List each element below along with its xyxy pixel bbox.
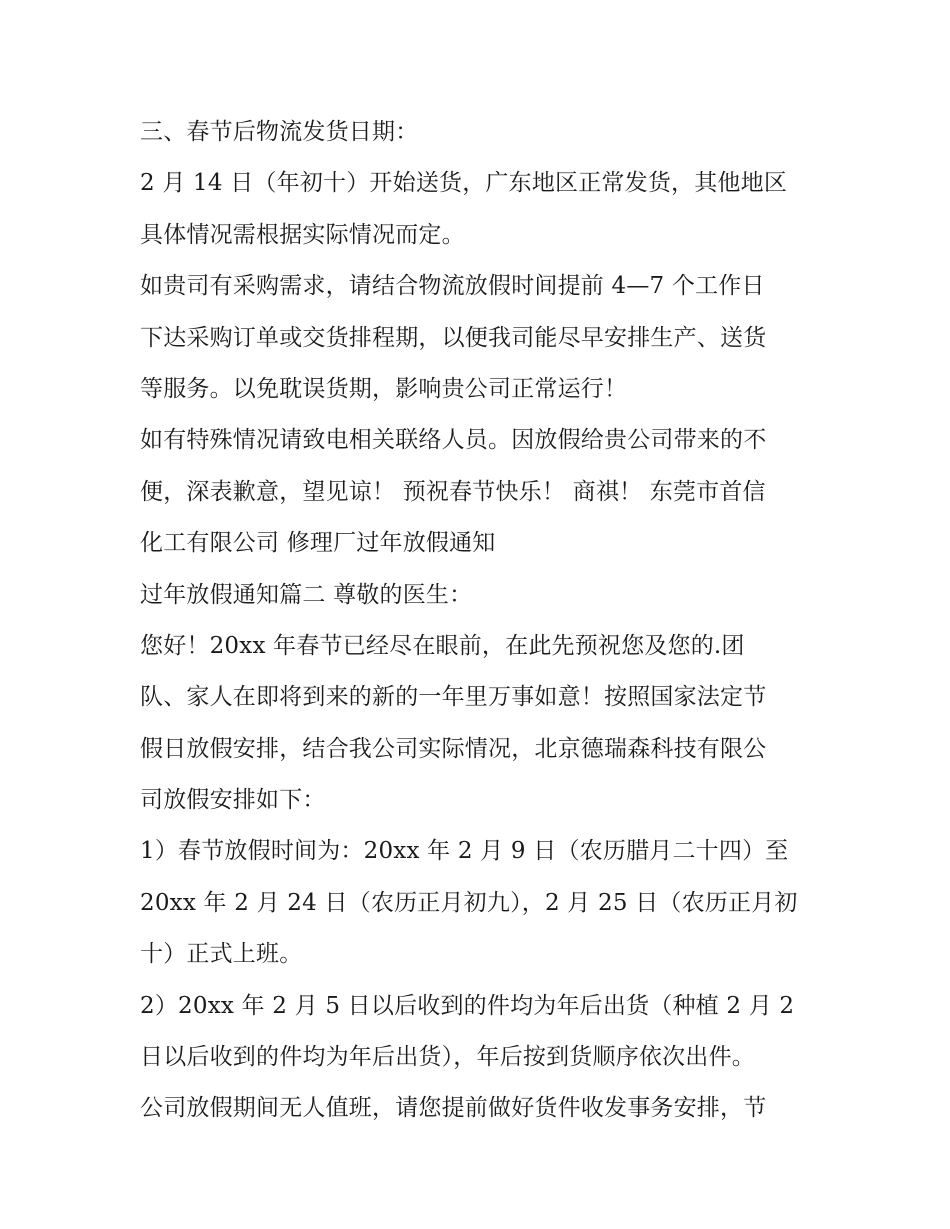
text-line: 便，深表歉意，望见谅！ 预祝春节快乐！ 商祺！ 东莞市首信 <box>140 478 766 505</box>
text-line: 具体情况需根据实际情况而定。 <box>140 221 465 248</box>
text-line: 1）春节放假时间为：20xx 年 2 月 9 日（农历腊月二十四）至 <box>140 838 789 865</box>
text-line: 化工有限公司 修理厂过年放假通知 <box>140 530 496 557</box>
text-line: 司放假安排如下： <box>140 787 326 814</box>
text-line: 日以后收到的件均为年后出货），年后按到货顺序依次出件。 <box>140 1044 755 1071</box>
text-line: 过年放假通知篇二 尊敬的医生： <box>140 581 473 608</box>
text-line: 下达采购订单或交货排程期，以便我司能尽早安排生产、送货 <box>140 324 767 351</box>
document-body <box>140 107 820 1135</box>
text-line: 队、家人在即将到来的新的一年里万事如意！按照国家法定节 <box>140 684 767 711</box>
text-line: 三、春节后物流发货日期： <box>140 119 419 145</box>
text-line: 公司放假期间无人值班，请您提前做好货件收发事务安排，节 <box>140 1095 767 1122</box>
text-line: 十）正式上班。 <box>140 941 303 968</box>
text-line: 如有特殊情况请致电相关联络人员。因放假给贵公司带来的不 <box>140 427 767 454</box>
text-line: 如贵司有采购需求，请结合物流放假时间提前 4—7 个工作日 <box>140 273 765 300</box>
text-line: 2）20xx 年 2 月 5 日以后收到的件均为年后出货（种植 2 月 2 <box>140 992 795 1019</box>
text-line: 2 月 14 日（年初十）开始送货，广东地区正常发货，其他地区 <box>140 170 788 197</box>
text-line: 20xx 年 2 月 24 日（农历正月初九），2 月 25 日（农历正月初 <box>140 889 798 916</box>
text-line: 假日放假安排，结合我公司实际情况，北京德瑞森科技有限公 <box>140 735 767 762</box>
text-line: 等服务。以免耽误货期，影响贵公司正常运行！ <box>140 375 628 402</box>
text-line: 您好！20xx 年春节已经尽在眼前，在此先预祝您及您的.团 <box>140 632 745 659</box>
